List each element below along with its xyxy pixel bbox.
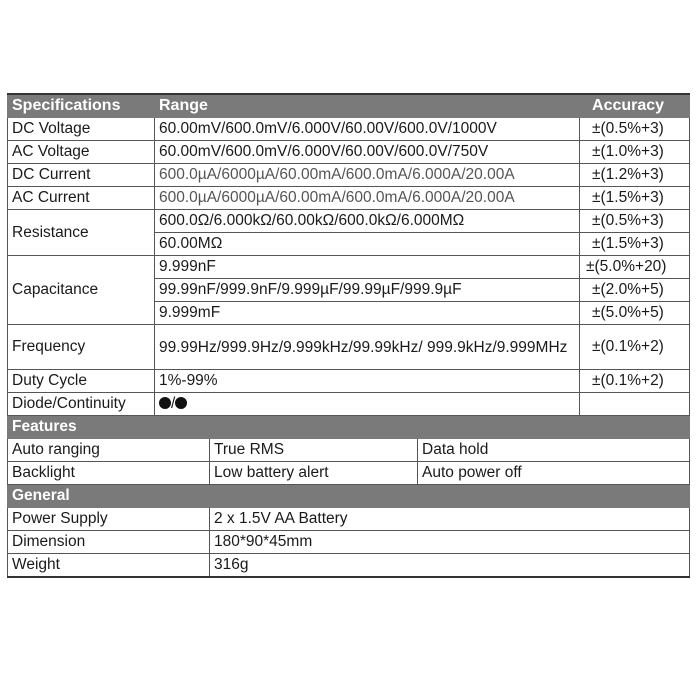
- general-label: Weight: [8, 554, 210, 578]
- spec-header-row: [8, 94, 690, 118]
- spec-accuracy: ±(1.2%+3): [580, 164, 690, 187]
- table-row: [8, 256, 690, 279]
- table-row: [8, 393, 690, 416]
- table-row: [8, 210, 690, 233]
- feature-item: Backlight: [8, 462, 210, 485]
- spec-name: AC Current: [8, 187, 155, 210]
- table-row: [8, 508, 690, 531]
- spec-accuracy: [580, 393, 690, 416]
- spec-accuracy: ±(0.1%+2): [580, 325, 690, 370]
- spec-range: 99.99nF/999.9nF/9.999µF/99.99µF/999.9µF: [155, 279, 580, 302]
- spec-range: 99.99Hz/999.9Hz/9.999kHz/99.99kHz/ 999.9kHz/9.999MHz: [155, 325, 580, 370]
- range-header: Range: [155, 94, 580, 118]
- features-header-row: [8, 416, 690, 439]
- table-row: [8, 118, 690, 141]
- spec-range: 9.999nF: [155, 256, 580, 279]
- spec-accuracy: ±(0.5%+3): [580, 210, 690, 233]
- diode-icon: [159, 397, 171, 409]
- feature-item: Low battery alert: [210, 462, 418, 485]
- feature-item: Auto power off: [418, 462, 690, 485]
- general-header-row: [8, 485, 690, 508]
- general-value: 316g: [210, 554, 690, 578]
- spec-accuracy: ±(0.1%+2): [580, 370, 690, 393]
- table-row: [8, 325, 690, 370]
- table-row: [8, 439, 690, 462]
- table-row: [8, 370, 690, 393]
- table-row: [8, 164, 690, 187]
- spec-accuracy: ±(5.0%+20): [580, 256, 690, 279]
- accuracy-header: Accuracy: [580, 94, 690, 118]
- general-title: General: [8, 485, 690, 508]
- spec-range: 600.0µA/6000µA/60.00mA/600.0mA/6.000A/20.00A: [155, 164, 580, 187]
- spec-name: DC Current: [8, 164, 155, 187]
- table-row: [8, 554, 690, 578]
- spec-name: AC Voltage: [8, 141, 155, 164]
- spec-accuracy: ±(5.0%+5): [580, 302, 690, 325]
- feature-item: Data hold: [418, 439, 690, 462]
- feature-item: Auto ranging: [8, 439, 210, 462]
- spec-accuracy: ±(1.5%+3): [580, 233, 690, 256]
- spec-name: Diode/Continuity: [8, 393, 155, 416]
- table-row: [8, 462, 690, 485]
- spec-accuracy: ±(1.5%+3): [580, 187, 690, 210]
- spec-name: Resistance: [8, 210, 155, 256]
- spec-name: Capacitance: [8, 256, 155, 325]
- spec-range: 600.0µA/6000µA/60.00mA/600.0mA/6.000A/20.00A: [155, 187, 580, 210]
- spec-range: [155, 393, 580, 416]
- feature-item: True RMS: [210, 439, 418, 462]
- spec-accuracy: ±(0.5%+3): [580, 118, 690, 141]
- general-value: 2 x 1.5V AA Battery: [210, 508, 690, 531]
- spec-range: 60.00mV/600.0mV/6.000V/60.00V/600.0V/750V: [155, 141, 580, 164]
- spec-range: 60.00mV/600.0mV/6.000V/60.00V/600.0V/1000V: [155, 118, 580, 141]
- spec-header: Specifications: [8, 94, 155, 118]
- diode-separator: /: [171, 395, 176, 412]
- general-label: Dimension: [8, 531, 210, 554]
- spec-range: 1%-99%: [155, 370, 580, 393]
- table-row: [8, 531, 690, 554]
- table-row: [8, 141, 690, 164]
- spec-accuracy: ±(2.0%+5): [580, 279, 690, 302]
- general-value: 180*90*45mm: [210, 531, 690, 554]
- spec-name: Duty Cycle: [8, 370, 155, 393]
- general-label: Power Supply: [8, 508, 210, 531]
- features-title: Features: [8, 416, 690, 439]
- spec-range: 60.00MΩ: [155, 233, 580, 256]
- spec-range: 600.0Ω/6.000kΩ/60.00kΩ/600.0kΩ/6.000MΩ: [155, 210, 580, 233]
- spec-name: DC Voltage: [8, 118, 155, 141]
- spec-range: 9.999mF: [155, 302, 580, 325]
- spec-table: [7, 93, 690, 578]
- continuity-icon: [175, 397, 187, 409]
- spec-name: Frequency: [8, 325, 155, 370]
- table-row: [8, 187, 690, 210]
- spec-accuracy: ±(1.0%+3): [580, 141, 690, 164]
